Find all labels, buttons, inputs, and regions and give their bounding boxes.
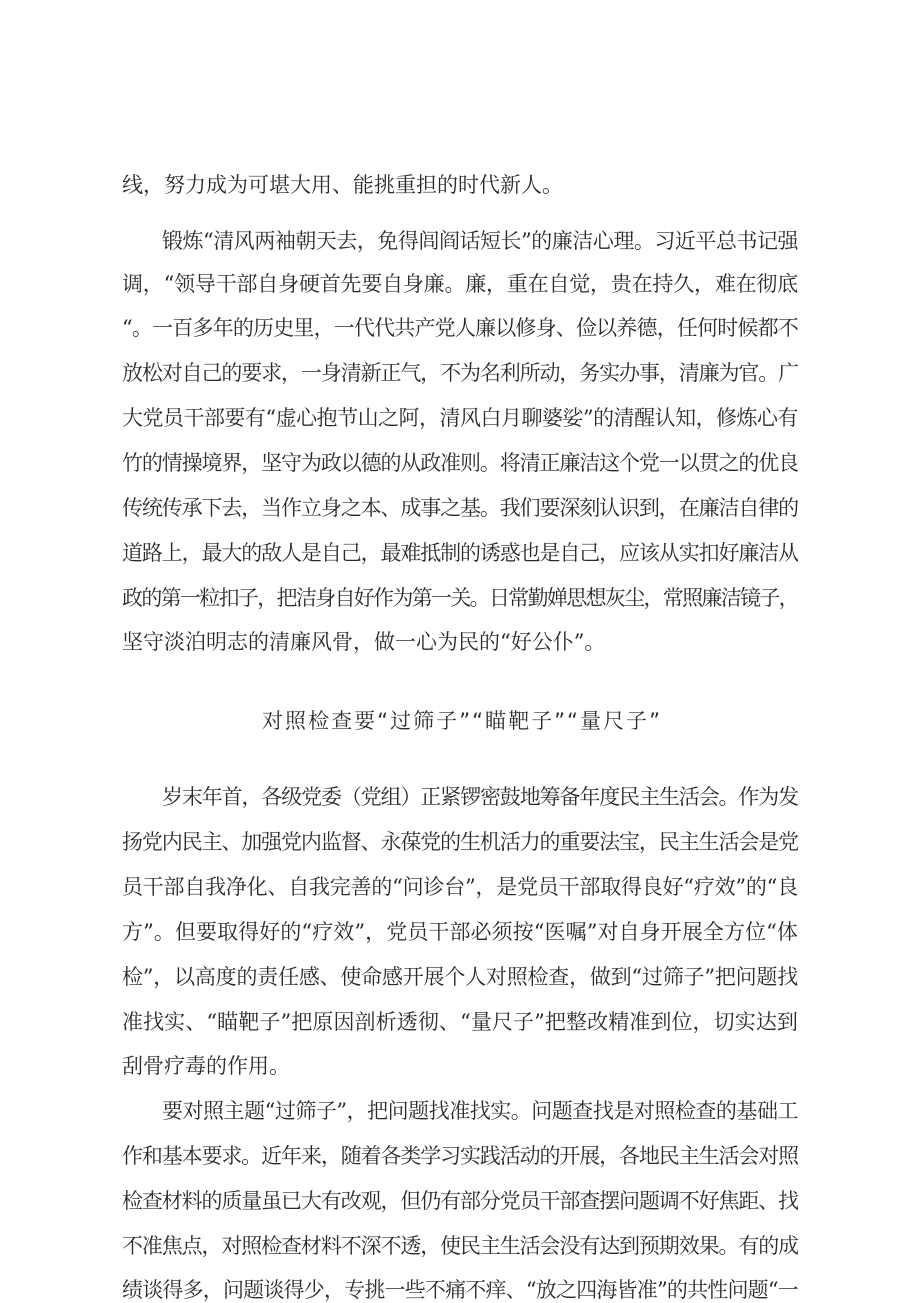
- paragraph-line: “。一百多年的历史里，一代代共产党人廉以修身、俭以养德，任何时候都不: [122, 316, 798, 340]
- paragraph-line: 岁末年首，各级党委（党组）正紧锣密鼓地筹备年度民主生活会。作为发: [162, 785, 798, 809]
- paragraph-line: 准找实、“瞄靶子”把原因剖析透彻、“量尺子”把整改精准到位，切实达到: [122, 1010, 798, 1034]
- paragraph-line: 检”，以高度的责任感、使命感开展个人对照检查，做到“过筛子”把问题找: [122, 965, 798, 989]
- paragraph-line: 绩谈得多，问题谈得少，专挑一些不痛不痒、“放之四海皆准”的共性问题“一: [122, 1278, 798, 1302]
- section-heading: 对照检查要“过筛子”“瞄靶子”“量尺子”: [262, 709, 662, 733]
- paragraph-line: 政的第一粒扣子，把洁身自好作为第一关。日常勤婵思想灰尘，常照廉洁镜子，: [122, 586, 798, 610]
- paragraph-line: 不准焦点，对照检查材料不深不透，使民主生活会没有达到预期效果。有的成: [122, 1234, 798, 1258]
- paragraph-line: 放松对自己的要求，一身清新正气，不为名利所动，务实办事，清廉为官。广: [122, 361, 798, 385]
- paragraph-line: 方”。但要取得好的“疗效”，党员干部必须按“医嘱”对自身开展全方位“体: [122, 920, 798, 944]
- paragraph-line: 员干部自我净化、自我完善的“问诊台”，是党员干部取得良好“疗效”的“良: [122, 875, 798, 899]
- paragraph-line: 坚守淡泊明志的清廉风骨，做一心为民的“好公仆”。: [122, 630, 606, 654]
- paragraph-line: 作和基本要求。近年来，随着各类学习实践活动的开展，各地民主生活会对照: [122, 1144, 798, 1168]
- paragraph-line: 竹的情操境界，坚守为政以德的从政准则。将清正廉洁这个党一以贯之的优良: [122, 451, 798, 475]
- paragraph-line: 检查材料的质量虽已大有改观，但仍有部分党员干部查摆问题调不好焦距、找: [122, 1189, 798, 1213]
- paragraph-line: 要对照主题“过筛子”，把问题找准找实。问题查找是对照检查的基础工: [162, 1099, 798, 1123]
- paragraph-line: 锻炼“清风两袖朝天去，免得闾阎话短长”的廉洁心理。习近平总书记强: [162, 229, 798, 253]
- paragraph-line: 线，努力成为可堪大用、能挑重担的时代新人。: [122, 173, 563, 197]
- paragraph-line: 传统传承下去，当作立身之本、成事之基。我们要深刻认识到，在廉洁自律的: [122, 496, 798, 520]
- paragraph-line: 刮骨疗毒的作用。: [122, 1054, 290, 1078]
- paragraph-line: 调，“领导干部自身硬首先要自身廉。廉，重在自觉，贵在持久，难在彻底: [122, 272, 798, 296]
- paragraph-line: 道路上，最大的敌人是自己，最难抵制的诱惑也是自己，应该从实扣好廉洁从: [122, 541, 798, 565]
- paragraph-line: 大党员干部要有“虚心抱节山之阿，清风白月聊婆娑”的清醒认知，修炼心有: [122, 406, 798, 430]
- paragraph-line: 扬党内民主、加强党内监督、永葆党的生机活力的重要法宝，民主生活会是党: [122, 830, 798, 854]
